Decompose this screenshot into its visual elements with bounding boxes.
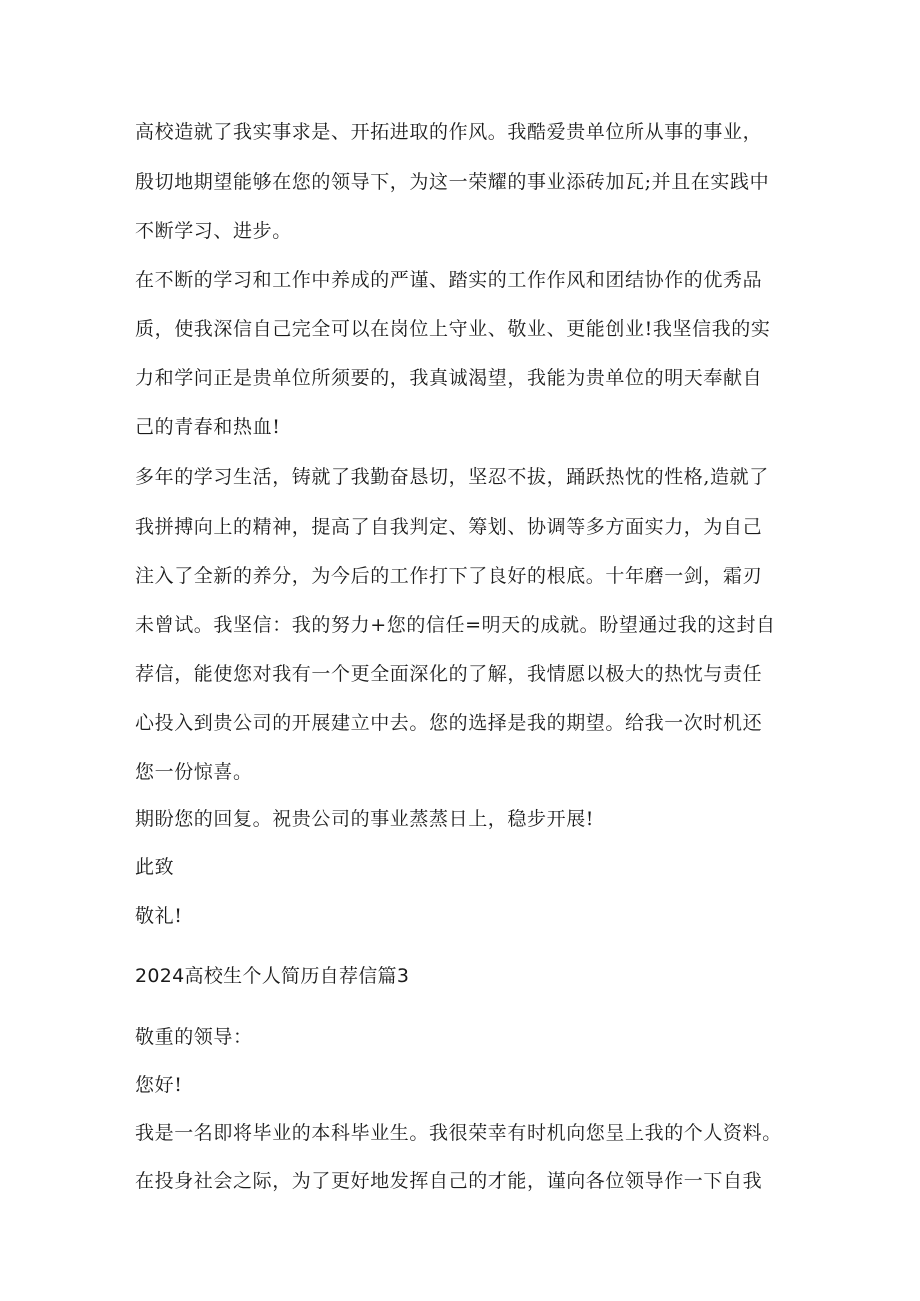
paragraph-line: 在投身社会之际，为了更好地发挥自己的才能，谨向各位领导作一下自我 [135,1170,763,1192]
jingli-line: 敬礼! [135,905,183,927]
paragraph-line: 殷切地期望能够在您的领导下，为这一荣耀的事业添砖加瓦;并且在实践中 [135,171,770,193]
paragraph-line: 己的青春和热血! [135,416,281,438]
paragraph-line: 不断学习、进步。 [135,220,292,242]
paragraph-line: 我是一名即将毕业的本科毕业生。我很荣幸有时机向您呈上我的个人资料。 [135,1122,782,1144]
salutation: 敬重的领导： [135,1026,253,1048]
paragraph-line: 未曾试。我坚信：我的努力+您的信任=明天的成就。盼望通过我的这封自 [135,614,776,636]
paragraph-line: 力和学问正是贵单位所须要的，我真诚渴望，我能为贵单位的明天奉献自 [135,367,763,389]
paragraph-line: 注入了全新的养分，为今后的工作打下了良好的根底。十年磨一剑，霜刃 [135,565,763,587]
paragraph-line: 质，使我深信自己完全可以在岗位上守业、敬业、更能创业!我坚信我的实 [135,318,771,340]
section-title: 2024高校生个人简历自荐信篇3 [135,965,410,987]
paragraph-line: 多年的学习生活，铸就了我勤奋恳切，坚忍不拔，踊跃热忱的性格,造就了 [135,466,769,488]
closing-line: 期盼您的回复。祝贵公司的事业蒸蒸日上，稳步开展! [135,808,595,830]
paragraph-line: 荐信，能使您对我有一个更全面深化的了解，我情愿以极大的热忱与责任 [135,663,763,685]
greeting: 您好! [135,1074,183,1096]
paragraph-line: 心投入到贵公司的开展建立中去。您的选择是我的期望。给我一次时机还 [135,712,763,734]
paragraph-line: 高校造就了我实事求是、开拓进取的作风。我酷爱贵单位所从事的事业， [135,121,763,143]
paragraph-line: 您一份惊喜。 [135,761,253,783]
cizhi-line: 此致 [135,856,175,878]
paragraph-line: 在不断的学习和工作中养成的严谨、踏实的工作作风和团结协作的优秀品 [135,269,763,291]
paragraph-line: 我拼搏向上的精神，提高了自我判定、筹划、协调等多方面实力，为自己 [135,516,763,538]
